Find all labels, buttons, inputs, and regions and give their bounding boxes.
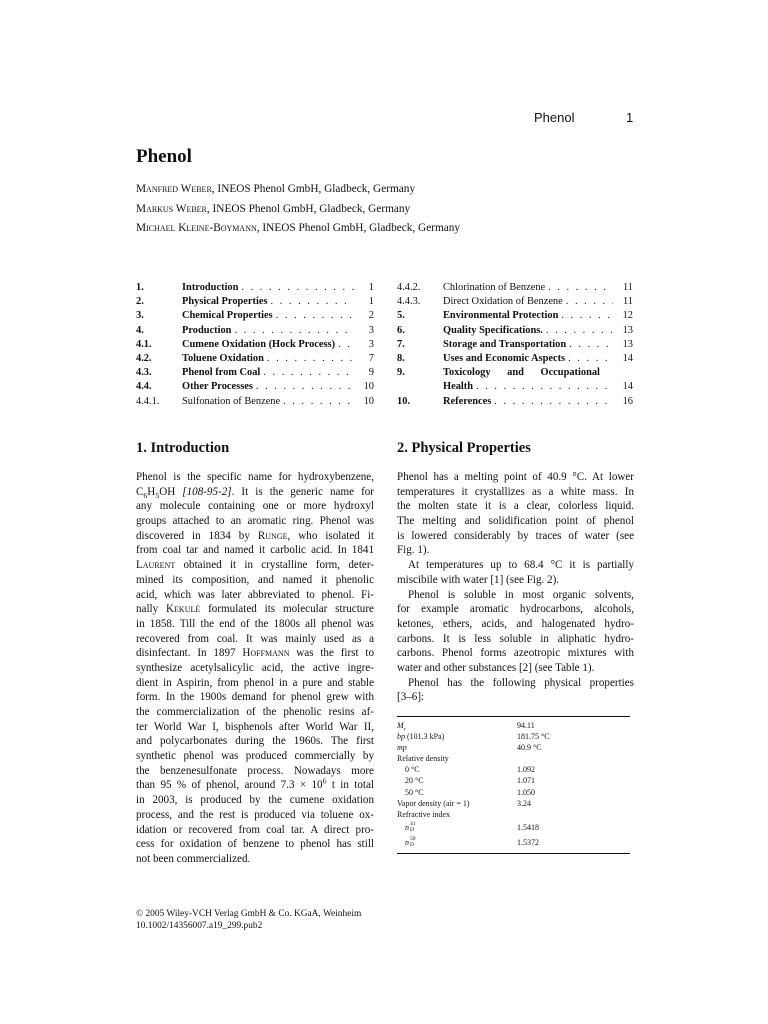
toc-number: 4. (136, 324, 144, 336)
toc-page-number: 7 (368, 352, 374, 364)
property-value: 181.75 °C (517, 732, 550, 742)
author-affiliation: , INEOS Phenol GmbH, Gladbeck, Germany (206, 202, 411, 215)
toc-entry-text: Cumene Oxidation (Hock Process) (182, 338, 336, 350)
toc-entry-title (443, 380, 613, 394)
text-line: nally Kekulé formulated its molecular structure (136, 603, 374, 616)
toc-dot-leader (545, 281, 613, 295)
doi-line: 10.1002/14356007.a19_299.pub2 (136, 921, 263, 931)
section-2-body (397, 470, 634, 705)
toc-row (397, 324, 633, 338)
property-value (517, 753, 630, 764)
toc-entry-title (443, 309, 613, 323)
text-line: Laurent obtained it in crystalline form, deter- (136, 559, 374, 572)
text-line: the molten state it is a clear, colorless liquid. (397, 500, 634, 513)
toc-entry-title (182, 380, 354, 394)
toc-row (397, 281, 633, 295)
property-row (397, 720, 630, 731)
toc-dot-leader (473, 380, 613, 394)
toc-number: 8. (397, 352, 405, 364)
toc-entry-text: Chlorination of Benzene (443, 282, 546, 293)
toc-entry-title (182, 395, 354, 409)
toc-entry-title (443, 324, 613, 338)
author-affiliation: , INEOS Phenol GmbH, Gladbeck, Germany (256, 222, 461, 234)
toc-number: 5. (397, 310, 405, 322)
toc-row (136, 366, 374, 380)
toc-entry-text: Sulfonation of Benzene (182, 395, 281, 407)
toc-page-number: 16 (622, 395, 633, 407)
toc-page-number: 14 (622, 352, 633, 364)
toc-number: 4.4.3. (397, 296, 421, 308)
text-line: Phenol is soluble in most organic solvents, (408, 588, 634, 601)
toc-dot-leader (543, 324, 613, 338)
toc-number: 9. (397, 367, 405, 379)
toc-number: 2. (136, 296, 144, 308)
toc-number: 4.4.2. (397, 282, 421, 293)
toc-row (136, 324, 374, 338)
toc-page-number: 12 (622, 310, 633, 322)
toc-page-number: 13 (622, 338, 633, 350)
toc-dot-leader (563, 295, 613, 309)
text-line: in 1858. Till the end of the 1800s all phenol was (136, 617, 374, 630)
toc-dot-leader (268, 295, 354, 309)
text-line: [3–6]: (397, 691, 425, 704)
text-line: in 2003, is produced by the cumene oxidation (136, 794, 374, 807)
toc-number (397, 380, 443, 394)
text-line: idation or recovered from coal tar. A direct pro- (136, 823, 374, 836)
toc-entry-title (182, 366, 354, 380)
property-name: n 50 D (405, 836, 416, 848)
text-line: $C_6H_5OH$ [108-95-2]. It is the generic name for (136, 485, 374, 500)
page-number: 1 (626, 110, 634, 125)
toc-entry-text: Health (443, 381, 474, 393)
property-value: 1.092 (517, 765, 535, 775)
text-line: form. In the 1900s demand for phenol grew with (136, 691, 374, 704)
property-row (397, 775, 630, 786)
toc-page-number: 9 (368, 367, 374, 379)
author-line (136, 180, 460, 200)
toc-page-number: 2 (368, 310, 374, 322)
toc-entry-text: Other Processes (182, 381, 253, 393)
toc-entry-text: Toluene Oxidation (182, 352, 264, 364)
toc-page-number (613, 366, 633, 380)
toc-dot-leader (273, 309, 354, 323)
text-line: any molecule containing one or more hydroxyl (136, 500, 374, 513)
toc-dot-leader (253, 380, 354, 394)
toc-dot-leader (280, 395, 354, 409)
toc-row (136, 281, 374, 295)
toc-entry-title (443, 352, 613, 366)
toc-entry-text: Quality Specifications. (443, 324, 543, 336)
text-line: water and other substances [2] (see Table 1). (397, 661, 595, 674)
toc-entry-text: Toxicology and Occupational (443, 367, 600, 379)
section-2-heading: 2. Physical Properties (397, 440, 531, 456)
text-line: carbons. Phenol forms azeotropic mixtures with (397, 647, 634, 660)
text-line: dient in Aspirin, from phenol in a pure and stable (136, 676, 374, 689)
author-name: Markus Weber (136, 202, 207, 215)
text-line: discovered in 1834 by Runge, who isolated it (136, 529, 375, 542)
property-name: $M_r$ (397, 721, 406, 733)
toc-row (397, 295, 633, 309)
toc-number: 3. (136, 310, 144, 322)
author-name: Manfred Weber (136, 183, 212, 195)
text-line: mined its composition, and named it phenolic (136, 573, 374, 586)
section-1-heading: 1. Introduction (136, 440, 230, 456)
toc-entry-text: Storage and Transportation (443, 338, 567, 350)
toc-row (397, 338, 633, 352)
text-line: disinfectant. In 1897 Hoffmann was the first to (136, 647, 374, 660)
property-name: 50 °C (405, 787, 424, 797)
toc-row (397, 380, 633, 394)
article-title: Phenol (136, 146, 192, 167)
text-line: At temperatures up to 68.4 °C it is partially (408, 559, 634, 572)
text-line: synthetic phenol was produced commercially by (136, 750, 374, 763)
property-value: 1.5418 (517, 822, 539, 832)
toc-row (136, 395, 374, 409)
property-value: 3.24 (517, 798, 531, 808)
toc-entry-title (182, 281, 354, 295)
toc-dot-leader (335, 338, 354, 352)
toc-number: 4.3. (136, 367, 152, 379)
text-line: and polycarbonates during the 1960s. The first (136, 735, 374, 748)
toc-page-number: 13 (622, 324, 633, 336)
text-line: temperatures it crystallizes as a white mass. In (397, 485, 634, 498)
author-name: Michael Kleine-Boymann (136, 222, 257, 234)
toc-entry-text: Introduction (182, 282, 239, 293)
toc-dot-leader (565, 352, 613, 366)
property-name: Relative density (397, 754, 449, 764)
toc-entry-text: Uses and Economic Aspects (443, 352, 566, 364)
toc-dot-leader (238, 281, 354, 295)
text-line: ketones, ethers, acids, and halogenated hydro- (397, 617, 634, 630)
toc-dot-leader (558, 309, 613, 323)
text-line: Phenol is the specific name for hydroxybenzene, (136, 471, 374, 483)
author-affiliation: , INEOS Phenol GmbH, Gladbeck, Germany (211, 183, 416, 195)
property-name: 20 °C (405, 776, 424, 786)
property-name: mp (397, 743, 407, 753)
toc-entry-title (443, 366, 613, 380)
toc-entry-text: Phenol from Coal (182, 367, 261, 379)
text-line: process, and the rest is produced via toluene ox- (136, 808, 374, 821)
toc-page-number: 10 (363, 381, 374, 393)
property-name: Refractive index (397, 809, 451, 819)
toc-left (136, 281, 374, 409)
property-name: bp (101.3 kPa) (397, 732, 445, 742)
author-line (136, 219, 460, 239)
toc-entry-title (182, 352, 354, 366)
property-row (397, 798, 630, 809)
text-line: than 95 % of phenol, around $7.3 \times 10^6$ t in total (136, 776, 375, 792)
toc-number: 7. (397, 338, 405, 350)
toc-number: 1. (136, 282, 144, 293)
text-line: The melting and solidification point of phenol (397, 515, 634, 528)
toc-page-number: 11 (622, 282, 633, 293)
text-line: groups attached to an aromatic ring. Phenol was (136, 515, 374, 528)
toc-row (397, 309, 633, 323)
table-bottom-rule (397, 853, 630, 854)
toc-entry-text: Production (182, 324, 232, 336)
toc-page-number: 14 (622, 381, 633, 393)
author-line (136, 200, 460, 220)
property-name: 0 °C (405, 765, 420, 775)
toc-entry-text: Direct Oxidation of Benzene (443, 296, 563, 308)
text-line: the commercialization of the phenolic resins af- (136, 706, 374, 718)
toc-row (397, 395, 633, 409)
property-value (517, 809, 630, 820)
running-title: Phenol (534, 110, 575, 125)
toc-number: 4.4. (136, 381, 152, 393)
property-row (397, 835, 630, 850)
toc-number: 4.4.1. (136, 395, 160, 407)
toc-entry-text: References (443, 395, 492, 407)
toc-page-number: 3 (368, 338, 374, 350)
text-line: not been commercialized. (136, 852, 251, 865)
toc-page-number: 11 (622, 296, 633, 308)
toc-entry-title (182, 324, 354, 338)
property-row (397, 731, 630, 742)
text-line: from coal tar and named it carbolic acid. In 1841 (136, 544, 374, 557)
text-line: carbons. It is less soluble in aliphatic hydro- (397, 632, 634, 645)
toc-entry-title (182, 295, 354, 309)
toc-number: 10. (397, 395, 410, 407)
toc-right (397, 281, 633, 409)
text-line: the benzenesulfonate process. Nowadays more (136, 764, 374, 777)
toc-dot-leader (231, 324, 354, 338)
toc-entry-text: Physical Properties (182, 296, 268, 308)
toc-dot-leader (491, 395, 613, 409)
property-row (397, 764, 630, 775)
text-line: Phenol has a melting point of 40.9 °C. At lower (397, 471, 634, 483)
property-value: 40.9 °C (517, 743, 542, 753)
property-name: n 41 D (405, 821, 416, 833)
copyright-line: © 2005 Wiley-VCH Verlag GmbH & Co. KGaA, Weinheim (136, 909, 362, 919)
toc-row (136, 380, 374, 394)
toc-dot-leader (264, 352, 354, 366)
property-value: 94.11 (517, 721, 535, 730)
toc-page-number: 3 (368, 324, 374, 336)
toc-page-number: 10 (363, 395, 374, 407)
toc-entry-title (182, 338, 354, 352)
text-line: ter World War I, bisphenols after World War II, (136, 720, 374, 733)
property-row (397, 742, 630, 753)
text-line: for example aromatic hydrocarbons, alcohols, (397, 603, 634, 616)
property-row (397, 753, 630, 764)
property-name: Vapor density (air = 1) (397, 798, 470, 808)
toc-dot-leader (566, 338, 613, 352)
section-1-body (136, 470, 374, 867)
text-line: cess for oxidation of benzene to phenol has still (136, 838, 374, 851)
toc-row (397, 352, 633, 366)
toc-row (136, 352, 374, 366)
property-value: 1.071 (517, 776, 535, 786)
toc-entry-title (443, 281, 613, 295)
text-line: Fig. 1). (397, 544, 430, 557)
property-row (397, 809, 630, 820)
property-value: 1.050 (517, 787, 535, 797)
toc-row (136, 309, 374, 323)
toc-number: 4.1. (136, 338, 152, 350)
property-row (397, 787, 630, 798)
toc-entry-title (182, 309, 354, 323)
toc-row (136, 295, 374, 309)
property-row (397, 820, 630, 835)
toc-number: 6. (397, 324, 405, 336)
toc-entry-text: Environmental Protection (443, 310, 559, 322)
toc-row (397, 366, 633, 380)
toc-entry-title (443, 338, 613, 352)
toc-entry-title (443, 295, 613, 309)
toc-row (136, 338, 374, 352)
text-line: is lowered considerably by traces of water (see (397, 529, 634, 542)
property-value: 1.5372 (517, 837, 539, 847)
text-line: Phenol has the following physical properties (408, 676, 634, 689)
text-line: recovered from coal. It was mainly used as a (136, 632, 374, 645)
text-line: acid, which was later abbreviated to phenol. Fi- (136, 588, 374, 601)
toc-page-number: 1 (368, 282, 374, 293)
text-line: miscibile with water [1] (see Fig. 2). (397, 573, 560, 586)
toc-entry-title (443, 395, 613, 409)
footer (136, 908, 361, 932)
toc-entry-text: Chemical Properties (182, 310, 273, 322)
physical-properties-table (397, 716, 630, 854)
toc-page-number: 1 (368, 296, 374, 308)
text-line: synthesize acetylsalicylic acid, the active ingre- (136, 661, 374, 674)
toc-number: 4.2. (136, 352, 152, 364)
toc-dot-leader (260, 366, 354, 380)
author-list (136, 180, 460, 239)
